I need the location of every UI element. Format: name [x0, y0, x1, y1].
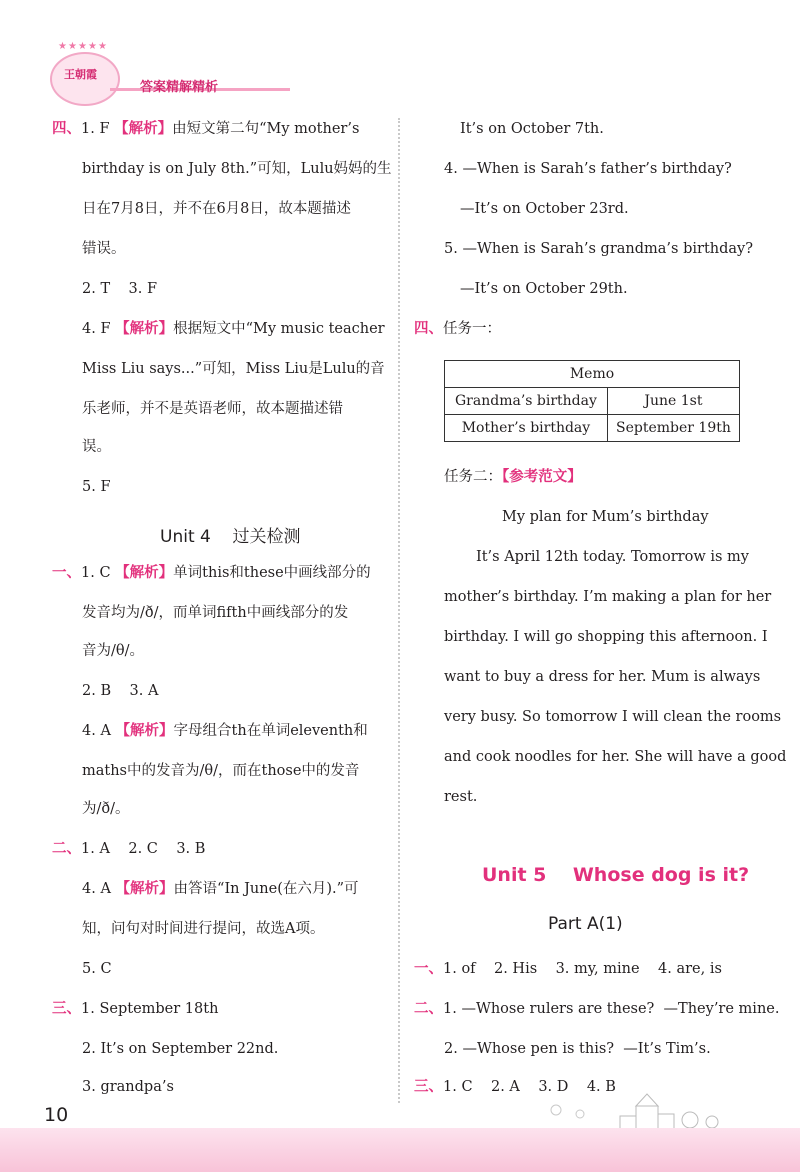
answer-line [414, 958, 722, 980]
answer-line [82, 318, 385, 340]
answer-line: 5. F [82, 479, 111, 495]
table-row [445, 415, 740, 442]
answer-line: 知，问句对时间进行提问，故选A项。 [82, 921, 325, 937]
answer-line: It’s on October 7th. [460, 121, 604, 137]
section-marker: 四、 [52, 120, 81, 137]
answer-line [414, 998, 779, 1020]
header-title: 答案精解精析 [140, 80, 219, 95]
answer-line [52, 998, 218, 1020]
answer-text: 1. —Whose rulers are these? —They’re mine. [443, 1001, 780, 1017]
section-marker: 二、 [414, 1000, 443, 1017]
essay-line: and cook noodles for her. She will have a good [444, 749, 787, 765]
answer-line [82, 720, 368, 742]
answer-number: 1. F [81, 121, 110, 137]
answer-line: 2. —Whose pen is this? —It’s Tim’s. [444, 1041, 711, 1057]
section-marker: 三、 [52, 1000, 81, 1017]
answer-line [444, 466, 582, 488]
answer-number: 4. A [82, 723, 111, 739]
part-heading: Part A(1) [548, 914, 623, 934]
analysis-tag: 【解析】 [115, 722, 174, 739]
star-icon: ★ [68, 41, 77, 52]
answer-text: 由答语“In June(在六月).”可 [173, 881, 359, 897]
answer-line: 乐老师，并不是英语老师，故本题描述错 [82, 401, 343, 417]
reference-tag: 【参考范文】 [502, 468, 582, 485]
answer-text: 1. September 18th [81, 1001, 219, 1017]
memo-title: Memo [445, 361, 740, 388]
answer-line: maths中的发音为/θ/，而在those中的发音 [82, 763, 360, 779]
essay-line: want to buy a dress for her. Mum is always [444, 669, 761, 685]
answer-text: 字母组合th在单词eleventh和 [173, 723, 368, 739]
answer-line: 4. —When is Sarah’s father’s birthday? [444, 161, 732, 177]
column-divider [398, 118, 400, 1103]
star-icon: ★ [78, 41, 87, 52]
essay-title: My plan for Mum’s birthday [502, 509, 709, 525]
answer-line: 发音均为/ð/，而单词fifth中画线部分的发 [82, 605, 349, 621]
answer-line: 5. —When is Sarah’s grandma’s birthday? [444, 241, 753, 257]
star-icon: ★ [58, 41, 67, 52]
section-marker: 一、 [414, 960, 443, 977]
logo-text: 王朝霞 [64, 68, 97, 81]
answer-line [414, 318, 501, 340]
unit4-heading: Unit 4 过关检测 [160, 527, 301, 547]
section-marker: 一、 [52, 564, 81, 581]
star-icon: ★ [88, 41, 97, 52]
memo-cell: Grandma’s birthday [445, 388, 608, 415]
answer-line: 2. B 3. A [82, 683, 159, 699]
answer-line: —It’s on October 23rd. [460, 201, 629, 217]
answer-line [82, 878, 359, 900]
task-label: 任务二： [444, 469, 502, 485]
answer-line: birthday is on July 8th.”可知，Lulu妈妈的生 [82, 161, 392, 177]
answer-line [52, 838, 205, 860]
analysis-tag: 【解析】 [115, 320, 174, 337]
answer-text: 根据短文中“My music teacher [173, 321, 385, 337]
answer-line: 2. T 3. F [82, 281, 158, 297]
table-row [445, 388, 740, 415]
memo-cell: Mother’s birthday [445, 415, 608, 442]
page-number: 10 [44, 1104, 69, 1126]
answer-number: 4. F [82, 321, 111, 337]
star-icon: ★ [98, 41, 107, 52]
memo-table [444, 360, 740, 442]
answer-line: 3. grandpa’s [82, 1079, 174, 1095]
unit5-heading: Unit 5 Whose dog is it? [482, 864, 750, 886]
answer-text: 单词this和these中画线部分的 [173, 565, 371, 581]
memo-cell: September 19th [607, 415, 739, 442]
analysis-tag: 【解析】 [115, 880, 174, 897]
section-marker: 四、 [414, 320, 443, 337]
answer-text: 由短文第二句“My mother’s [172, 121, 360, 137]
answer-line: 日在7月8日，并不在6月8日，故本题描述 [82, 201, 351, 217]
answer-text: 1. A 2. C 3. B [81, 841, 206, 857]
answer-number: 4. A [82, 881, 111, 897]
essay-line: It’s April 12th today. Tomorrow is my [476, 549, 749, 565]
answer-line [52, 118, 359, 140]
answer-line: 2. It’s on September 22nd. [82, 1041, 279, 1057]
analysis-tag: 【解析】 [114, 120, 173, 137]
footer-band [0, 1128, 800, 1172]
answer-line [52, 562, 371, 584]
answer-text: 1. of 2. His 3. my, mine 4. are, is [443, 961, 722, 977]
answer-number: 1. C [81, 565, 111, 581]
analysis-tag: 【解析】 [115, 564, 174, 581]
memo-cell: June 1st [607, 388, 739, 415]
task-label: 任务一： [443, 321, 501, 337]
section-marker: 二、 [52, 840, 81, 857]
answer-line: 为/ð/。 [82, 801, 130, 817]
essay-line: birthday. I will go shopping this afternoon. I [444, 629, 768, 645]
answer-text: 1. C 2. A 3. D 4. B [443, 1079, 616, 1095]
answer-line: Miss Liu says...”可知，Miss Liu是Lulu的音 [82, 361, 385, 377]
answer-line: 误。 [82, 439, 111, 455]
essay-line: very busy. So tomorrow I will clean the rooms [444, 709, 782, 725]
answer-line: 音为/θ/。 [82, 643, 144, 659]
answer-line: 5. C [82, 961, 112, 977]
section-marker: 三、 [414, 1078, 443, 1095]
essay-line: mother’s birthday. I’m making a plan for her [444, 589, 772, 605]
essay-line: rest. [444, 789, 478, 805]
answer-line: 错误。 [82, 241, 126, 257]
answer-line: —It’s on October 29th. [460, 281, 628, 297]
